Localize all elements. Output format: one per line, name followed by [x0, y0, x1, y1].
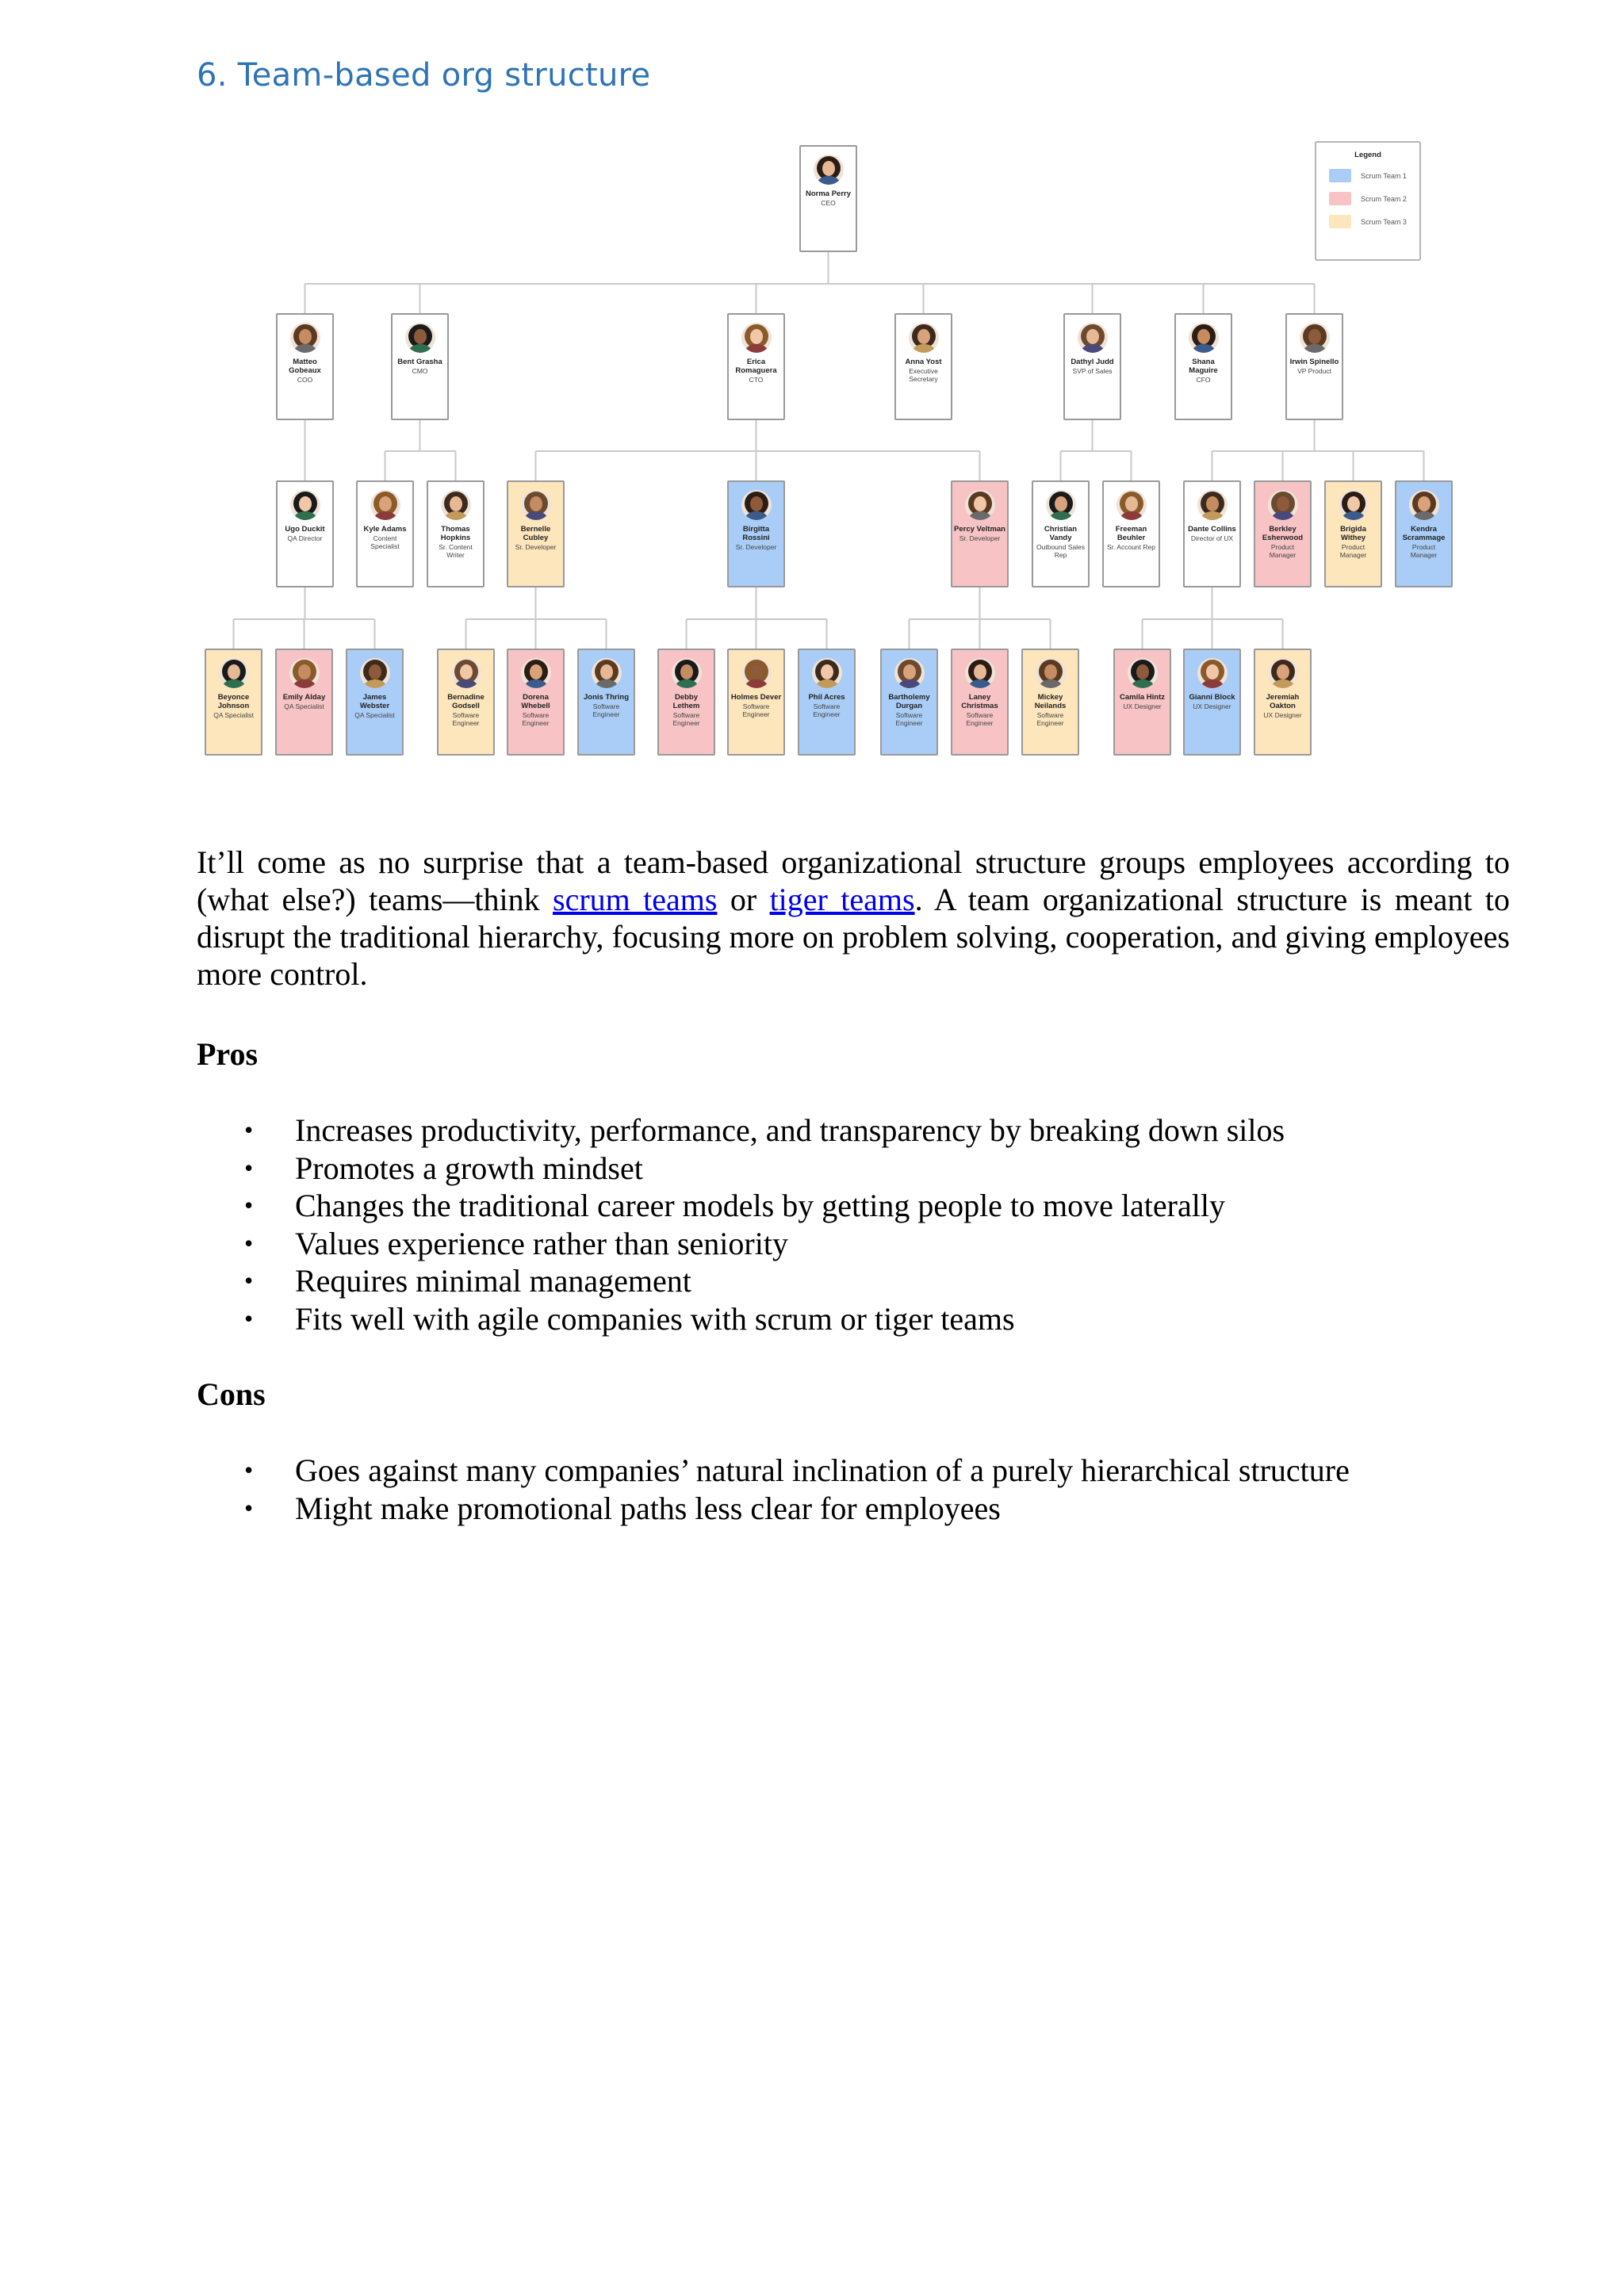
legend-swatch-team-2: [1329, 192, 1351, 205]
node-name: Mickey Neilands: [1034, 693, 1067, 710]
node-title: Sr. Developer: [515, 543, 557, 551]
bullet-icon: •: [244, 1493, 254, 1522]
node-title: Sr. Account Rep: [1107, 543, 1155, 551]
node-name: Percy Veltman: [954, 525, 1005, 534]
node-name: Camila Hintz: [1119, 693, 1165, 702]
avatar: [965, 490, 995, 520]
cons-heading: Cons: [197, 1376, 266, 1412]
section-heading: 6. Team-based org structure: [197, 57, 651, 94]
scrum-teams-link[interactable]: scrum teams: [553, 882, 718, 917]
node-name: Ugo Duckit: [285, 525, 325, 534]
avatar: [360, 658, 390, 688]
node-name: Phil Acres: [808, 693, 845, 702]
avatar: [592, 658, 622, 688]
org-node-berkley: [1254, 480, 1312, 587]
org-node-ugo: [276, 480, 334, 587]
node-title: Software Engineer: [966, 711, 994, 727]
node-name: Anna Yost: [905, 358, 942, 366]
node-title: UX Designer: [1263, 711, 1302, 719]
node-name: Erica Romaguera: [735, 358, 777, 375]
pros-item: [197, 1150, 1285, 1188]
pros-item-text: Requires minimal management: [295, 1263, 691, 1299]
pros-item-text: Increases productivity, performance, and transparency by breaking down silos: [295, 1112, 1285, 1148]
legend: [1315, 141, 1421, 261]
avatar: [1409, 490, 1439, 520]
org-node-mickey: [1021, 649, 1079, 756]
node-title: UX Designer: [1193, 702, 1231, 710]
avatar: [741, 490, 772, 520]
node-title: Software Engineer: [592, 702, 620, 718]
legend-swatch-team-1: [1329, 169, 1351, 182]
bullet-icon: •: [244, 1191, 254, 1219]
cons-item-text: Goes against many companies’ natural inclination of a purely hierarchical structure: [295, 1452, 1350, 1488]
avatar: [814, 155, 844, 185]
avatar: [1078, 323, 1108, 353]
node-name: Berkley Esherwood: [1262, 525, 1304, 542]
pros-item: [197, 1300, 1285, 1338]
org-node-bernelle: [507, 480, 565, 587]
avatar: [1046, 490, 1076, 520]
node-title: QA Specialist: [354, 711, 395, 719]
org-node-kendra: [1395, 480, 1453, 587]
node-title: CTO: [749, 376, 764, 384]
bullet-icon: •: [244, 1266, 254, 1295]
legend-swatch-team-3: [1329, 215, 1351, 228]
avatar: [894, 658, 925, 688]
node-name: Dante Collins: [1188, 525, 1236, 534]
node-name: Bent Grasha: [397, 358, 442, 366]
avatar: [370, 490, 400, 520]
tiger-teams-link[interactable]: tiger teams: [769, 882, 915, 917]
avatar: [1197, 658, 1228, 688]
node-name: Debby Lethem: [672, 693, 700, 710]
node-title: Director of UX: [1190, 534, 1234, 542]
node-title: Software Engineer: [895, 711, 923, 727]
node-name: Kendra Scrammage: [1402, 525, 1446, 542]
node-title: CEO: [821, 199, 836, 207]
node-name: James Webster: [359, 693, 390, 710]
node-name: Norma Perry: [805, 189, 852, 198]
node-title: SVP of Sales: [1072, 367, 1113, 375]
org-node-dathyl: [1063, 313, 1121, 420]
org-node-christian: [1032, 480, 1090, 587]
avatar: [1128, 658, 1158, 688]
node-title: QA Specialist: [284, 702, 324, 710]
avatar: [965, 658, 995, 688]
node-name: Bernelle Cubley: [520, 525, 551, 542]
pros-item-text: Changes the traditional career models by getting people to move laterally: [295, 1188, 1225, 1223]
node-title: VP Product: [1297, 367, 1331, 375]
node-name: Brigida Withey: [1340, 525, 1366, 542]
bullet-icon: •: [244, 1115, 254, 1144]
pros-item: [197, 1187, 1285, 1225]
node-name: Emily Alday: [282, 693, 326, 702]
node-name: Freeman Beuhler: [1115, 525, 1147, 542]
intro-text: or: [717, 882, 770, 917]
node-name: Bartholemy Durgan: [888, 693, 930, 710]
bullet-icon: •: [244, 1303, 254, 1333]
cons-item: [197, 1452, 1350, 1490]
node-name: Irwin Spinello: [1289, 358, 1339, 366]
pros-item-text: Values experience rather than seniority: [295, 1225, 788, 1261]
node-title: Sr. Developer: [959, 534, 1001, 542]
cons-item: [197, 1490, 1350, 1528]
org-node-matteo: [276, 313, 334, 420]
org-node-bent: [391, 313, 449, 420]
node-title: CFO: [1196, 376, 1211, 384]
node-name: Matteo Gobeaux: [289, 358, 321, 375]
avatar: [1339, 490, 1369, 520]
org-node-birgitta: [727, 480, 785, 587]
avatar: [451, 658, 481, 688]
node-name: Dorena Whebell: [521, 693, 550, 710]
org-node-dorena: [507, 649, 565, 756]
node-name: Beyonce Johnson: [217, 693, 250, 710]
node-title: UX Designer: [1123, 702, 1162, 710]
org-node-phil: [798, 649, 856, 756]
node-title: Sr. Developer: [735, 543, 777, 551]
avatar: [1036, 658, 1066, 688]
legend-label: Scrum Team 2: [1361, 194, 1407, 203]
node-title: Executive Secretary: [909, 367, 938, 383]
bullet-icon: •: [244, 1456, 254, 1484]
avatar: [1268, 490, 1298, 520]
node-title: Software Engineer: [522, 711, 550, 727]
node-title: Sr. Content Writer: [439, 543, 473, 559]
node-name: Gianni Block: [1189, 693, 1235, 702]
avatar: [741, 658, 772, 688]
node-title: COO: [297, 376, 313, 384]
org-node-beyonce: [205, 649, 262, 756]
bullet-icon: •: [244, 1153, 254, 1182]
legend-item: [1329, 169, 1419, 182]
pros-list: [197, 1112, 1285, 1337]
avatar: [290, 490, 320, 520]
org-chart: [194, 117, 1511, 775]
node-name: Birgitta Rossini: [742, 525, 770, 542]
legend-label: Scrum Team 1: [1361, 171, 1407, 180]
org-node-percy: [951, 480, 1009, 587]
avatar: [219, 658, 249, 688]
avatar: [1116, 490, 1147, 520]
cons-list: [197, 1452, 1350, 1527]
org-node-bernadine: [437, 649, 495, 756]
avatar: [290, 323, 320, 353]
org-node-laney: [951, 649, 1009, 756]
org-node-shana: [1174, 313, 1232, 420]
org-node-emily: [275, 649, 333, 756]
org-node-dante: [1183, 480, 1241, 587]
legend-label: Scrum Team 3: [1361, 217, 1407, 226]
cons-item-text: Might make promotional paths less clear for employees: [295, 1490, 1001, 1526]
legend-item: [1329, 192, 1419, 205]
node-name: Dathyl Judd: [1071, 358, 1114, 366]
pros-item: [197, 1112, 1285, 1150]
avatar: [1268, 658, 1298, 688]
node-name: Jonis Thring: [584, 693, 629, 702]
node-title: QA Director: [287, 534, 323, 542]
node-title: Software Engineer: [452, 711, 480, 727]
org-node-irwin: [1285, 313, 1343, 420]
node-title: Software Engineer: [813, 702, 841, 718]
legend-title: Legend: [1354, 151, 1381, 159]
node-name: Christian Vandy: [1044, 525, 1078, 542]
org-node-gianni: [1183, 649, 1241, 756]
avatar: [741, 323, 772, 353]
node-name: Shana Maguire: [1189, 358, 1218, 375]
avatar: [1189, 323, 1219, 353]
legend-item: [1329, 215, 1419, 228]
node-name: Bernadine Godsell: [447, 693, 485, 710]
org-node-freeman: [1102, 480, 1160, 587]
avatar: [289, 658, 320, 688]
node-name: Kyle Adams: [363, 525, 407, 534]
avatar: [1197, 490, 1228, 520]
node-title: Product Manager: [1339, 543, 1367, 559]
node-title: Product Manager: [1410, 543, 1438, 559]
org-node-thomas: [427, 480, 485, 587]
node-name: Thomas Hopkins: [440, 525, 471, 542]
bullet-icon: •: [244, 1228, 254, 1257]
org-node-norma: [799, 145, 857, 252]
org-node-jonis: [577, 649, 635, 756]
org-node-jeremiah: [1254, 649, 1312, 756]
node-title: Product Manager: [1269, 543, 1297, 559]
org-node-james: [346, 649, 404, 756]
org-node-debby: [657, 649, 715, 756]
node-name: Laney Christmas: [961, 693, 998, 710]
node-name: Jeremiah Oakton: [1266, 693, 1300, 710]
node-title: Software Engineer: [742, 702, 770, 718]
intro-paragraph: [197, 844, 1510, 993]
avatar: [521, 658, 551, 688]
node-title: Content Specialist: [370, 534, 400, 550]
avatar: [521, 490, 551, 520]
org-node-anna: [894, 313, 952, 420]
intro-text: It’ll come as no surprise that a team-based organizational structure groups employees according to (what else?) teams—think: [197, 844, 1510, 917]
avatar: [909, 323, 939, 353]
avatar: [672, 658, 702, 688]
node-name: Holmes Dever: [730, 693, 782, 702]
avatar: [1300, 323, 1330, 353]
pros-heading: Pros: [197, 1036, 259, 1072]
node-title: QA Specialist: [213, 711, 254, 719]
org-node-holmes: [727, 649, 785, 756]
avatar: [812, 658, 842, 688]
node-title: Software Engineer: [672, 711, 700, 727]
org-node-kyle: [356, 480, 414, 587]
org-node-camila: [1113, 649, 1171, 756]
intro-text: . A team organizational structure is meant to disrupt the traditional hierarchy, focusing more on problem solving, cooperation, and giving employees more control.: [197, 882, 1510, 992]
avatar: [405, 323, 435, 353]
pros-item-text: Promotes a growth mindset: [295, 1150, 643, 1186]
pros-item: [197, 1225, 1285, 1263]
node-title: CMO: [412, 367, 428, 375]
avatar: [441, 490, 471, 520]
pros-item: [197, 1262, 1285, 1300]
pros-item-text: Fits well with agile companies with scrum or tiger teams: [295, 1300, 1015, 1337]
org-node-bartholemy: [880, 649, 938, 756]
org-node-erica: [727, 313, 785, 420]
org-node-brigida: [1324, 480, 1382, 587]
node-title: Software Engineer: [1036, 711, 1064, 727]
node-title: Outbound Sales Rep: [1036, 543, 1085, 559]
